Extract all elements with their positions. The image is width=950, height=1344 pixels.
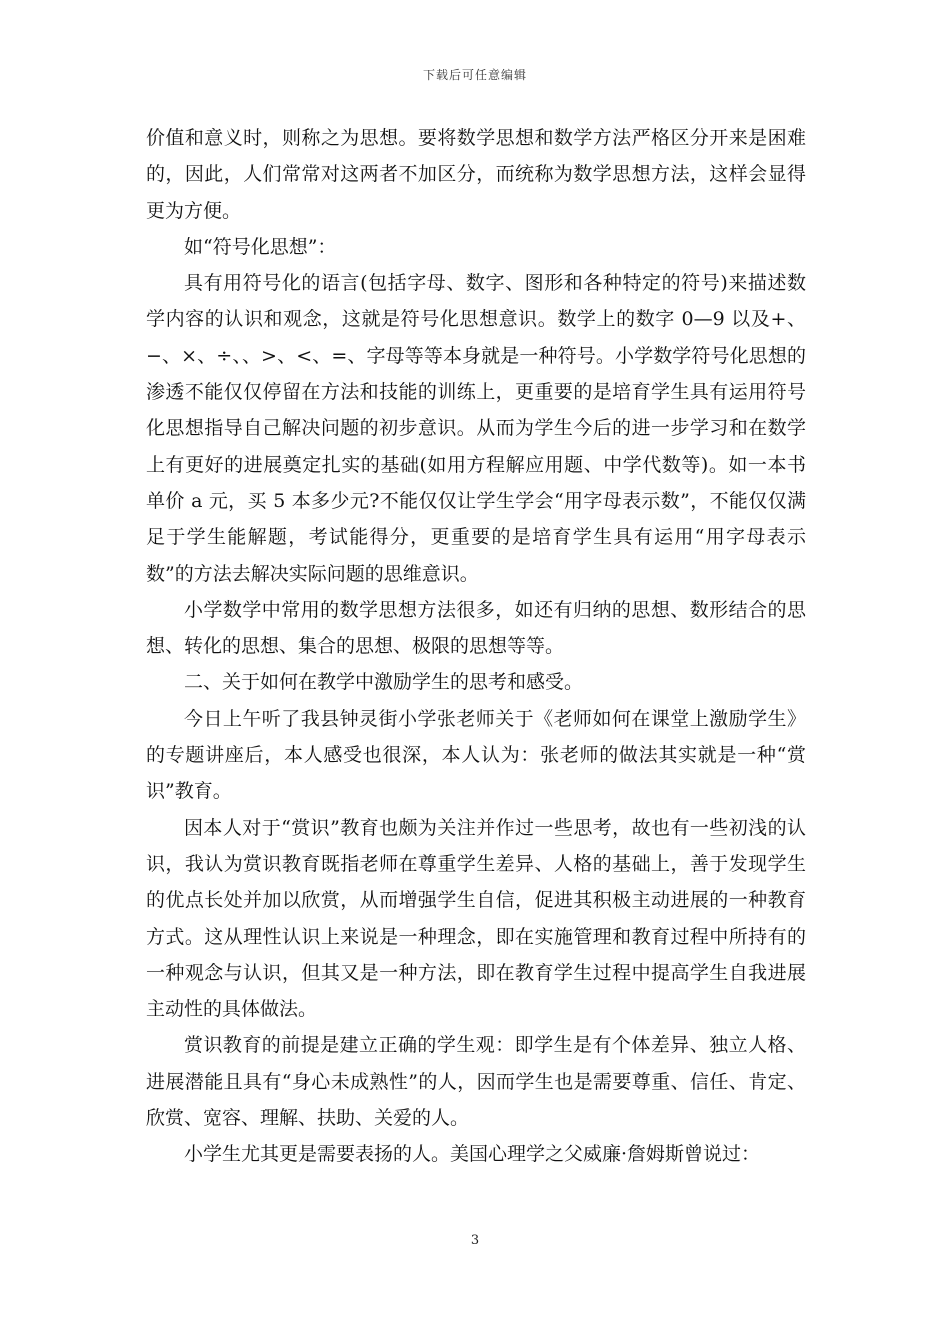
paragraph: 价值和意义时，则称之为思想。要将数学思想和数学方法严格区分开来是困难的，因此，人们常常对这两者不加区分，而统称为数学思想方法，这样会显得更为方便。 xyxy=(146,127,806,222)
paragraph: 赏识教育的前提是建立正确的学生观：即学生是有个体差异、独立人格、进展潜能且具有“身心未成熟性”的人，因而学生也是需要尊重、信任、肯定、欣赏、宽容、理解、扶助、关爱的人。 xyxy=(146,1034,806,1130)
paragraph: 因本人对于“赏识”教育也颇为关注并作过一些思考，故也有一些初浅的认识，我认为赏识教育既指老师在尊重学生差异、人格的基础上，善于发现学生的优点长处并加以欣赏，从而增强学生自信，促进其积极主动进展的一种教育方式。这从理性认识上来说是一种理念，即在实施管理和教育过程中所持有的一种观念与认识，但其又是一种方法，即在教育学生过程中提高学生自我进展主动性的具体做法。 xyxy=(146,816,806,1021)
paragraph: 如“符号化思想”： xyxy=(184,235,337,258)
document-body xyxy=(146,120,806,1173)
page-header: 下载后可任意编辑 xyxy=(422,68,527,82)
paragraph: 小学生尤其更是需要表扬的人。美国心理学之父威廉·詹姆斯曾说过： xyxy=(184,1143,761,1166)
section-heading: 二、关于如何在教学中激励学生的思考和感受。 xyxy=(184,671,584,694)
paragraph: 今日上午听了我县钟灵街小学张老师关于《老师如何在课堂上激励学生》的专题讲座后，本人感受也很深，本人认为：张老师的做法其实就是一种“赏识”教育。 xyxy=(146,707,806,803)
page-number: 3 xyxy=(470,1233,480,1248)
paragraph: 具有用符号化的语言(包括字母、数字、图形和各种特定的符号)来描述数学内容的认识和观念，这就是符号化思想意识。数学上的数字 0—9 以及+、−、×、÷、、>、<、=、字母等等本身就是一种符号。小学数学符号化思想的渗透不能仅仅停留在方法和技能的训练上，更重要的是培育学生具有运用符号化思想指导自己解决问题的初步意识。从而为学生今后的进一步学习和在数学上有更好的进展奠定扎实的基础(如用方程解应用题、中学代数等)。如一本书单价 a 元，买 5 本多少元?不能仅仅让学生学会“用字母表示数”，不能仅仅满足于学生能解题，考试能得分，更重要的是培育学生具有运用“用字母表示数”的方法去解决实际问题的思维意识。 xyxy=(146,272,806,585)
paragraph: 小学数学中常用的数学思想方法很多，如还有归纳的思想、数形结合的思想、转化的思想、集合的思想、极限的思想等等。 xyxy=(146,598,806,658)
